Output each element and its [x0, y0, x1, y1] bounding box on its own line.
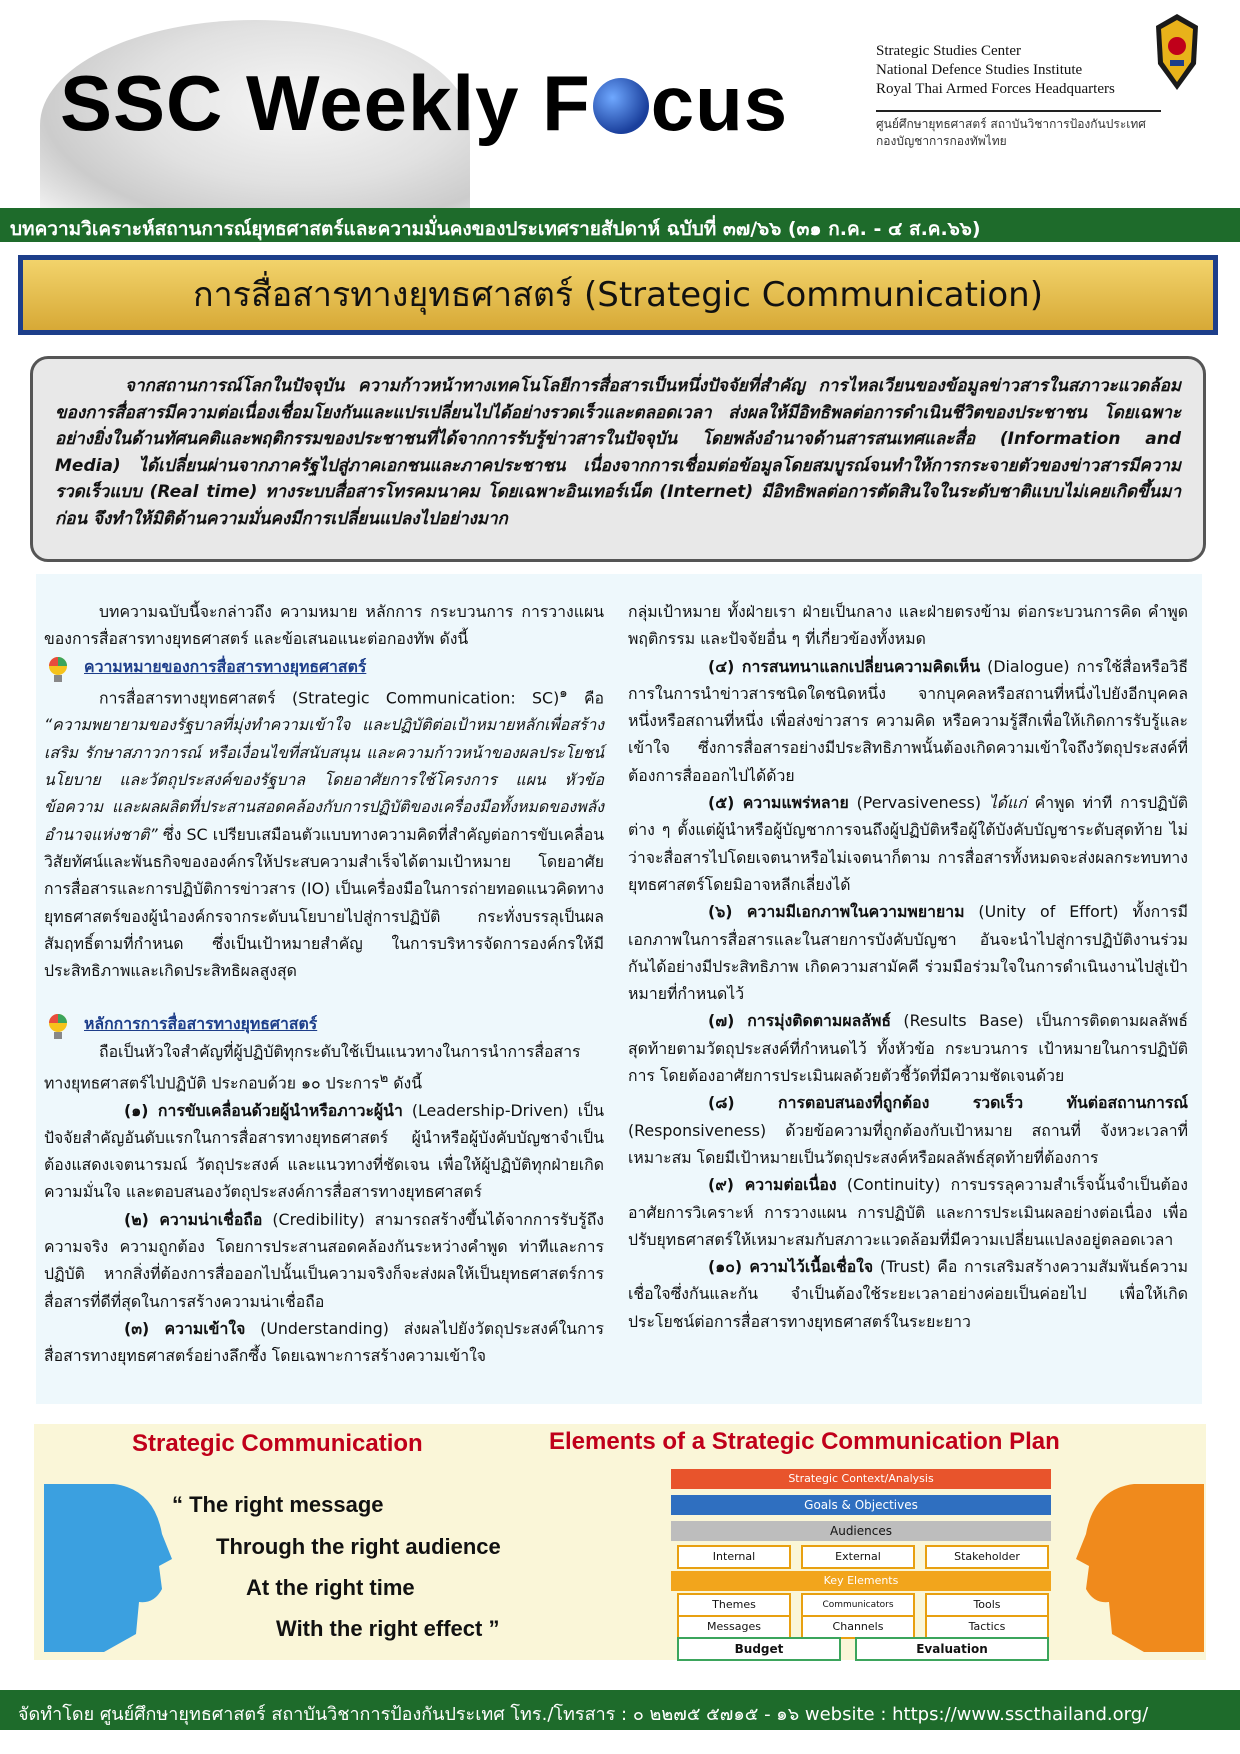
principle-3: (๓) ความเข้าใจ (Understanding) ส่งผลไปยังวัตถุประสงค์ในการสื่อสารทางยุทธศาสตร์อย่างลึกซึ้ง โดยเฉพาะการสร้างความเข้าใจ — [44, 1318, 605, 1366]
key-element-tools: Tools — [925, 1593, 1049, 1617]
abstract-text: จากสถานการณ์โลกในปัจจุบัน ความก้าวหน้าทางเทคโนโลยีการสื่อสารเป็นหนึ่งปัจจัยที่สำคัญ การไหลเวียนของข้อมูลข่าวสารในสภาวะแวดล้อมของการสื่อสารมีความต่อเนื่องเชื่อมโยงกันและแปรเปลี่ยนไปได้อย่างรวดเร็วและตลอดเวลา ส่งผลให้มีอิทธิพลต่อการดำเนินชีวิตของประชาชน โดยเฉพาะอย่างยิ่งในด้านทัศนคติและพฤติกรรมของประชาชนที่ได้จากการรับรู้ข่าวสารในปัจจุบัน โดยพลังอำนาจด้านสารสนเทศและสื่อ (Information and Media) ได้เปลี่ยนผ่านจากภาครัฐไปสู่ภาคเอกชนและภาคประชาชน เนื่องจากการเชื่อมต่อข้อมูลโดยสมบูรณ์จนทำให้การกระจายตัวของข่าวสารมีความรวดเร็วแบบ (Real time) ทางระบบสื่อสารโทรคมนาคม โดยเฉพาะอินเทอร์เน็ต (Internet) มีอิทธิพลต่อการตัดสินใจในระดับชาติแบบไม่เคยเกิดขึ้นมาก่อน จึงทำให้มิติด้านความมั่นคงมีการเปลี่ยนแปลงไปอย่างมาก — [55, 376, 1181, 529]
audience-internal: Internal — [677, 1545, 791, 1569]
principle-2: (๒) ความน่าเชื่อถือ (Credibility) สามารถสร้างขึ้นได้จากการรับรู้ถึงความจริง ความถูกต้อง โดยการประสานสอดคล้องกันระหว่างคำพูด ท่าทีและการปฏิบัติ หากสิ่งที่ต้องการสื่อออกไปนั้นเป็นความจริงก็จะส่งผลให้เป็นยุทธศาสตร์การสื่อสารที่ดีที่สุดในการสร้างความน่าเชื่อถือ — [44, 1209, 604, 1311]
infographic-banner — [34, 1424, 1206, 1660]
principle-8: (๘) การตอบสนองที่ถูกต้อง รวดเร็ว ทันต่อสถานการณ์ (Responsiveness) ด้วยข้อความที่ถูกต้องกับเป้าหมาย สถานที่ จังหวะเวลาที่เหมาะสม โดยมีเป้าหมายเป็นวัตถุประสงค์หรือผลลัพธ์สุดท้ายที่ต้องการ — [628, 1093, 1188, 1167]
intro-paragraph: บทความฉบับนี้จะกล่าวถึง ความหมาย หลักการ กระบวนการ การวางแผนของการสื่อสารทางยุทธศาสตร์ และข้อเสนอแนะต่อกองทัพ ดังนี้ — [44, 602, 604, 649]
footer-text: จัดทำโดย ศูนย์ศึกษายุทธศาสตร์ สถาบันวิชาการป้องกันประเทศ โทร./โทรสาร : ๐ ๒๒๗๕ ๕๗๑๕ - ๑๖ website : https://www.sscthailand.org/ — [18, 1704, 1149, 1725]
plan-audiences-row: Audiences — [671, 1521, 1051, 1541]
column-right — [628, 598, 1188, 1335]
audience-external: External — [801, 1545, 915, 1569]
quote-line-1: “ The right message — [172, 1492, 384, 1517]
infographic-left-title: Strategic Communication — [132, 1430, 423, 1457]
emblem-logo — [1152, 12, 1202, 92]
globe-o-icon — [593, 78, 649, 134]
section-heading-principles: หลักการการสื่อสารทางยุทธศาสตร์ — [84, 1010, 604, 1037]
key-element-messages: Messages — [677, 1615, 791, 1639]
plan-evaluation: Evaluation — [855, 1637, 1049, 1661]
principles-intro: ถือเป็นหัวใจสำคัญที่ผู้ปฏิบัติทุกระดับใช้เป็นแนวทางในการนำการสื่อสารทางยุทธศาสตร์ไปปฏิบัติ ประกอบด้วย ๑๐ ประการ$^๒$ ดังนี้ — [44, 1041, 581, 1093]
footer-bar — [0, 1690, 1240, 1730]
plan-budget: Budget — [677, 1637, 841, 1661]
principle-5: (๕) ความแพร่หลาย (Pervasiveness) ได้แก่ คำพูด ท่าที การปฏิบัติต่าง ๆ ตั้งแต่ผู้นำหรือผู้บัญชาการจนถึงผู้ปฏิบัติหรือผู้ใต้บังคับบัญชาระดับสุดท้าย ไม่ว่าจะสื่อสารไปโดยเจตนาหรือไม่เจตนาก็ตาม การสื่อสารทั้งหมดจะส่งผลกระทบทางยุทธศาสตร์โดยมิอาจหลีกเลี่ยงได้ — [628, 793, 1188, 894]
issue-info: บทความวิเคราะห์สถานการณ์ยุทธศาสตร์และความมั่นคงของประเทศรายสัปดาห์ ฉบับที่ ๓๗/๖๖ (๓๑ ก.ค. - ๔ ส.ค.๖๖) — [10, 218, 981, 240]
article-title: การสื่อสารทางยุทธศาสตร์ (Strategic Communication) — [193, 275, 1043, 315]
org-divider — [876, 110, 1161, 112]
section-heading-meaning: ความหมายของการสื่อสารทางยุทธศาสตร์ — [84, 653, 604, 680]
org-line-1: Strategic Studies Center — [876, 43, 1021, 59]
org-line-3: Royal Thai Armed Forces Headquarters — [876, 81, 1115, 97]
plan-context-row: Strategic Context/Analysis — [671, 1469, 1051, 1489]
principle-6: (๖) ความมีเอกภาพในความพยายาม (Unity of Effort) ทั้งการมีเอกภาพในการสื่อสารและในสายการบังคับบัญชา อันจะนำไปสู่การปฏิบัติงานร่วมกันได้อย่างมีประสิทธิภาพ เกิดความสามัคคี ร่วมมือร่วมใจในการดำเนินงานไปสู่เป้าหมายที่กำหนดไว้ — [628, 902, 1188, 1004]
org-th-line-2: กองบัญชาการกองทัพไทย — [876, 134, 1007, 148]
column-left — [44, 598, 604, 1370]
plan-key-elements-row: Key Elements — [671, 1571, 1051, 1591]
quote-line-4: With the right effect ” — [276, 1616, 500, 1641]
org-line-2: National Defence Studies Institute — [876, 62, 1083, 78]
key-element-tactics: Tactics — [925, 1615, 1049, 1639]
audience-stakeholder: Stakeholder — [925, 1545, 1049, 1569]
head-silhouette-right-icon — [1074, 1474, 1204, 1654]
plan-diagram — [671, 1469, 1061, 1657]
principle-7: (๗) การมุ่งติดตามผลลัพธ์ (Results Base) เป็นการติดตามผลลัพธ์สุดท้ายตามวัตถุประสงค์ที่กำหนดไว้ ทั้งหัวข้อ กระบวนการ เป้าหมายในการปฏิบัติการ โดยต้องอาศัยการประเมินผลด้วยตัวชี้วัดที่มีความชัดเจนด้วย — [628, 1011, 1188, 1086]
principle-9: (๙) ความต่อเนื่อง (Continuity) การบรรลุความสำเร็จนั้นจำเป็นต้องอาศัยการวิเคราะห์ การวางแผน การปฏิบัติ และการประเมินผลอย่างต่อเนื่อง เพื่อปรับยุทธศาสตร์ให้เหมาะสมกับสภาวะแวดล้อมที่มีความเปลี่ยนแปลงอยู่ตลอดเวลา — [628, 1175, 1189, 1249]
key-element-channels: Channels — [801, 1615, 915, 1639]
abstract-box — [30, 356, 1206, 562]
issue-bar — [0, 208, 1240, 242]
quote-line-2: Through the right audience — [216, 1534, 501, 1559]
principle-1: (๑) การขับเคลื่อนด้วยผู้นำหรือภาวะผู้นำ (Leadership-Driven) เป็นปัจจัยสำคัญอันดับแรกในการสื่อสารทางยุทธศาสตร์ ผู้นำหรือผู้บังคับบัญชาจำเป็นต้องแสดงเจตนารมณ์ วัตถุประสงค์ และแนวทางที่ชัดเจน เพื่อให้ผู้ปฏิบัติทุกฝ่ายเกิดความมั่นใจ และตอบสนองวัตถุประสงค์การสื่อสารทางยุทธศาสตร์ — [44, 1100, 604, 1202]
key-element-communicators: Communicators — [801, 1593, 915, 1617]
org-th-line-1: ศูนย์ศึกษายุทธศาสตร์ สถาบันวิชาการป้องกันประเทศ — [876, 117, 1146, 131]
definition-paragraph: การสื่อสารทางยุทธศาสตร์ (Strategic Communication: SC)$^๑$ คือ “ความพยายามของรัฐบาลที่มุ่งทำความเข้าใจ และปฏิบัติต่อเป้าหมายหลักเพื่อสร้างเสริม รักษาสภาวการณ์ หรือเงื่อนไขที่สนับสนุน และความก้าวหน้าของผลประโยชน์ นโยบาย และวัตถุประสงค์ของรัฐบาล โดยอาศัยการใช้โครงการ แผน หัวข้อ ข้อความ และผลผลิตที่ประสานสอดคล้องกับการปฏิบัติของเครื่องมือทั้งหมดของพลังอำนาจแห่งชาติ” ซึ่ง SC เปรียบเสมือนตัวแบบทางความคิดที่สำคัญต่อการขับเคลื่อนวิสัยทัศน์และพันธกิจขององค์กรให้ประสบความสำเร็จได้ตามเป้าหมาย โดยอาศัยการสื่อสารและการปฏิบัติการข่าวสาร (IO) เป็นเครื่องมือในการถ่ายทอดแนวคิดทางยุทธศาสตร์ของผู้นำองค์กรจากระดับนโยบายไปสู่การปฏิบัติ กระทั่งบรรลุเป็นผลสัมฤทธิ์ตามที่กำหนด ซึ่งเป็นเป้าหมายสำคัญ ในการบริหารจัดการองค์กรให้มีประสิทธิภาพและเกิดประสิทธิผลสูงสุด — [44, 685, 604, 981]
head-silhouette-left-icon — [44, 1474, 174, 1654]
org-name-en — [876, 42, 1115, 99]
article-title-box — [18, 255, 1218, 335]
lightbulb-icon — [46, 655, 70, 685]
key-element-themes: Themes — [677, 1593, 791, 1617]
principle-10: (๑๐) ความไว้เนื้อเชื่อใจ (Trust) คือ การเสริมสร้างความสัมพันธ์ความเชื่อใจซึ่งกันและกัน จำเป็นต้องใช้ระยะเวลาอย่างค่อยเป็นค่อยไป เพื่อให้เกิดประโยชน์ต่อการสื่อสารทางยุทธศาสตร์ในระยะยาว — [628, 1257, 1188, 1331]
masthead-title: SSC Weekly F cus — [60, 59, 789, 147]
principle-3-continued: กลุ่มเป้าหมาย ทั้งฝ่ายเรา ฝ่ายเป็นกลาง และฝ่ายตรงข้าม ต่อกระบวนการคิด คำพูด พฤติกรรม และปัจจัยอื่น ๆ ที่เกี่ยวข้องทั้งหมด — [628, 602, 1188, 649]
quote-line-3: At the right time — [246, 1575, 415, 1600]
lightbulb-icon — [46, 1012, 70, 1042]
infographic-right-title: Elements of a Strategic Communication Plan — [549, 1428, 1060, 1455]
principle-4: (๔) การสนทนาแลกเปลี่ยนความคิดเห็น (Dialogue) การใช้สื่อหรือวิธีการในการนำข่าวสารชนิดใดชนิดหนึ่ง จากบุคคลหรือสถานที่หนึ่งไปยังอีกบุคคลหนึ่งหรือสถานที่หนึ่ง เพื่อส่งข่าวสาร ความคิด หรือความรู้สึกเพื่อให้เกิดการรับรู้และเข้าใจ ซึ่งการสื่อสารอย่างมีประสิทธิภาพนั้นต้องเกิดความเข้าใจถึงวัตถุประสงค์ที่ต้องการสื่อออกไปได้ด้วย — [628, 656, 1188, 785]
plan-goals-row: Goals & Objectives — [671, 1495, 1051, 1515]
org-name-th — [876, 116, 1146, 150]
